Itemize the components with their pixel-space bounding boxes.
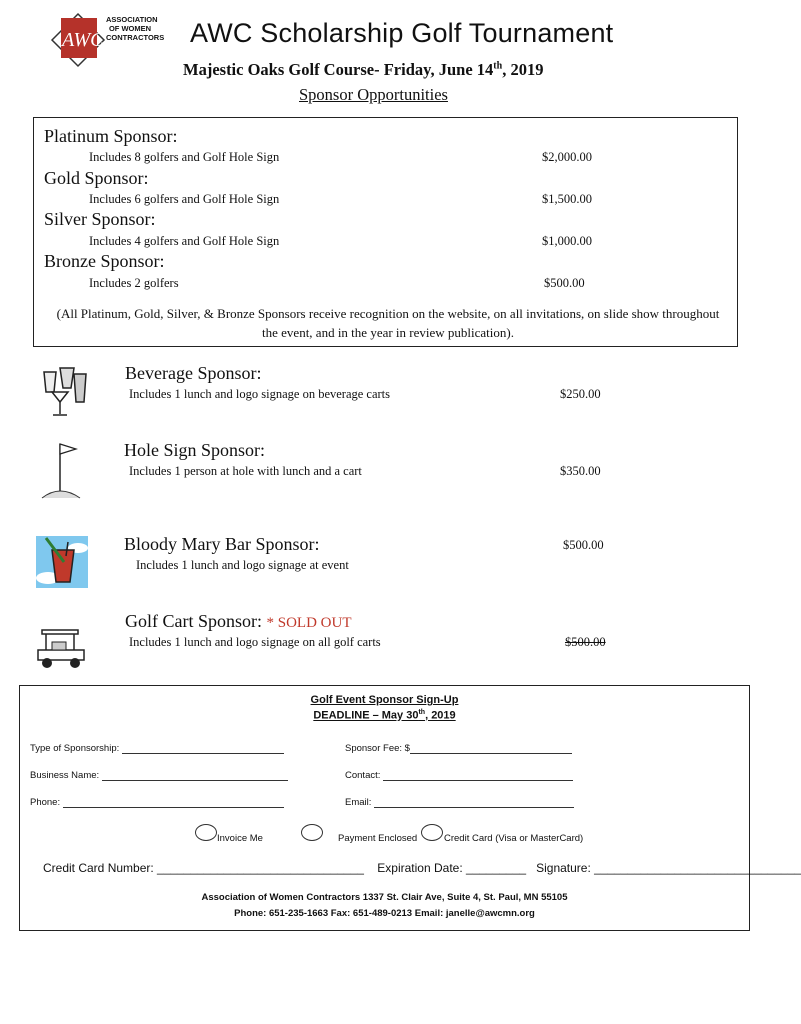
footer-address: Association of Women Contractors 1337 St. Clair Ave, Suite 4, St. Paul, MN 55105 bbox=[201, 892, 568, 903]
tier-price: $1,500.00 bbox=[542, 192, 592, 206]
tier-benefits-note: (All Platinum, Gold, Silver, & Bronze Sponsors receive recognition on the website, on all invitations, on slide show throughout the event, and in the year in review publication). bbox=[56, 306, 720, 340]
hole-sign-sponsor-price: $350.00 bbox=[560, 464, 601, 478]
expiration-field[interactable]: _________ bbox=[466, 861, 527, 875]
business-name-field[interactable]: Business Name: bbox=[30, 770, 288, 781]
type-of-sponsorship-field[interactable]: Type of Sponsorship: bbox=[30, 743, 284, 754]
golf-cart-sponsor-price: $500.00 bbox=[565, 635, 606, 649]
invoice-me-radio[interactable] bbox=[195, 824, 217, 842]
bloody-mary-sponsor-name: Bloody Mary Bar Sponsor: bbox=[124, 534, 320, 554]
signature-label: Signature: bbox=[536, 861, 591, 875]
signature-field[interactable]: _______________________________ bbox=[594, 861, 801, 875]
contact-field[interactable]: Contact: bbox=[345, 770, 573, 781]
signup-heading: Golf Event Sponsor Sign-Up bbox=[310, 694, 459, 706]
payment-enclosed-radio[interactable] bbox=[301, 824, 323, 842]
logo-line-2: OF WOMEN bbox=[108, 24, 152, 33]
awc-logo bbox=[48, 10, 165, 68]
cc-number-field[interactable]: _______________________________ bbox=[157, 861, 364, 875]
phone-field[interactable]: Phone: bbox=[30, 797, 284, 808]
signup-form bbox=[19, 685, 801, 931]
tier-desc: Includes 8 golfers and Golf Hole Sign bbox=[89, 150, 280, 164]
expiration-label: Expiration Date: bbox=[377, 861, 463, 875]
email-field[interactable]: Email: bbox=[345, 797, 574, 808]
hole-sign-sponsor-name: Hole Sign Sponsor: bbox=[124, 440, 266, 460]
svg-text:AWC: AWC bbox=[62, 29, 104, 51]
bloody-mary-sponsor-price: $500.00 bbox=[563, 538, 604, 552]
credit-card-radio[interactable] bbox=[421, 824, 443, 842]
sponsor-tiers-box bbox=[33, 117, 738, 347]
credit-card-label: Credit Card (Visa or MasterCard) bbox=[444, 833, 584, 844]
tier-name: Gold Sponsor: bbox=[44, 168, 149, 188]
tier-name: Platinum Sponsor: bbox=[44, 126, 178, 146]
signup-deadline: DEADLINE – May 30th, 2019 bbox=[313, 709, 456, 722]
golf-cart-sponsor-desc: Includes 1 lunch and logo signage on all golf carts bbox=[129, 635, 381, 649]
sponsor-fee-field[interactable]: Sponsor Fee: $ bbox=[345, 743, 572, 754]
credit-card-row bbox=[43, 861, 801, 875]
page-title: AWC Scholarship Golf Tournament bbox=[190, 18, 614, 48]
tier-price: $1,000.00 bbox=[542, 234, 592, 248]
footer-contact: Phone: 651-235-1663 Fax: 651-489-0213 Email: janelle@awcmn.org bbox=[234, 908, 535, 919]
tier-desc: Includes 2 golfers bbox=[89, 276, 179, 290]
golf-cart-sponsor-name: Golf Cart Sponsor: * SOLD OUT bbox=[125, 611, 352, 631]
golf-cart-icon bbox=[34, 628, 88, 670]
cc-number-label: Credit Card Number: bbox=[43, 861, 154, 875]
logo-line-3: CONTRACTORS bbox=[106, 33, 165, 42]
drinks-icon bbox=[38, 362, 90, 420]
tier-desc: Includes 6 golfers and Golf Hole Sign bbox=[89, 192, 280, 206]
beverage-sponsor-price: $250.00 bbox=[560, 387, 601, 401]
hole-sign-sponsor-desc: Includes 1 person at hole with lunch and a cart bbox=[129, 464, 362, 478]
beverage-sponsor-name: Beverage Sponsor: bbox=[125, 363, 262, 383]
event-subtitle: Majestic Oaks Golf Course- Friday, June 14th, 2019 bbox=[183, 60, 544, 79]
payment-enclosed-label: Payment Enclosed bbox=[338, 833, 418, 844]
bloody-mary-sponsor-desc: Includes 1 lunch and logo signage at event bbox=[136, 558, 349, 572]
logo-line-1: ASSOCIATION bbox=[106, 15, 158, 24]
tier-name: Silver Sponsor: bbox=[44, 209, 156, 229]
cocktail-icon bbox=[36, 536, 88, 588]
golf-flag-icon bbox=[40, 440, 82, 500]
tier-desc: Includes 4 golfers and Golf Hole Sign bbox=[89, 234, 280, 248]
tier-price: $500.00 bbox=[544, 276, 585, 290]
invoice-me-label: Invoice Me bbox=[217, 833, 263, 844]
tier-price: $2,000.00 bbox=[542, 150, 592, 164]
sponsor-opportunities-heading: Sponsor Opportunities bbox=[299, 85, 448, 104]
tier-name: Bronze Sponsor: bbox=[44, 251, 165, 271]
sold-out-badge: * SOLD OUT bbox=[266, 615, 352, 631]
beverage-sponsor-desc: Includes 1 lunch and logo signage on beverage carts bbox=[129, 387, 391, 401]
